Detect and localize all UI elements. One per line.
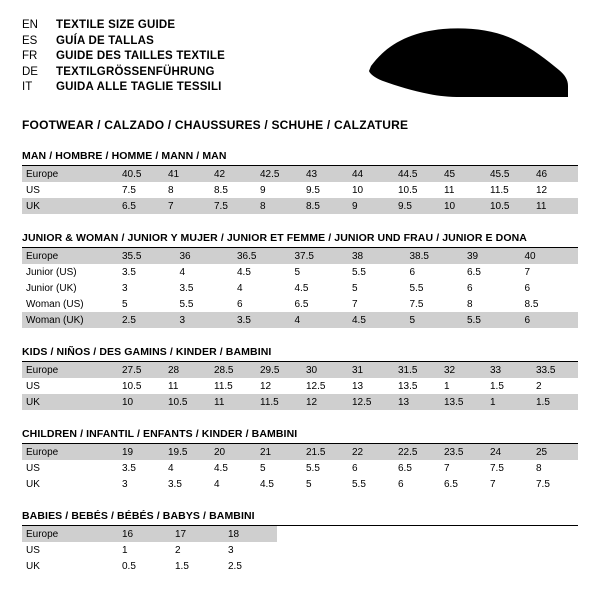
size-sections <box>22 150 578 574</box>
size-cell: 3.5 <box>179 282 194 294</box>
size-cell: 1 <box>486 394 532 410</box>
size-cell: 3.5 <box>122 266 136 278</box>
size-cell: 11 <box>532 198 578 214</box>
size-cell: 25 <box>532 444 578 460</box>
table-row <box>22 264 578 280</box>
row-label: US <box>26 544 40 556</box>
language-rows <box>22 18 225 96</box>
size-cell: 11.5 <box>256 394 302 410</box>
size-cell: 10.5 <box>122 380 142 392</box>
size-cell: 4 <box>179 266 186 278</box>
size-cell: 36 <box>176 248 234 264</box>
size-cell: 10.5 <box>486 198 532 214</box>
size-cell: 12 <box>536 184 548 196</box>
row-label: UK <box>26 478 40 490</box>
language-row <box>22 65 225 81</box>
size-cell: 13.5 <box>440 394 486 410</box>
size-cell: 5.5 <box>179 298 194 310</box>
size-cell: 6.5 <box>398 462 412 474</box>
size-cell: 12.5 <box>306 380 326 392</box>
size-cell: 21.5 <box>302 444 348 460</box>
size-cell: 3 <box>228 544 234 556</box>
size-cell: 6.5 <box>294 298 309 310</box>
size-cell: 27.5 <box>118 362 164 378</box>
size-cell: 28.5 <box>210 362 256 378</box>
size-cell: 7 <box>444 462 450 474</box>
size-cell: 5.5 <box>409 282 424 294</box>
size-cell: 11 <box>168 380 179 392</box>
size-cell: 20 <box>210 444 256 460</box>
language-title: GUÍA DE TALLAS <box>56 34 154 47</box>
size-cell: 8 <box>168 184 174 196</box>
size-cell: 22.5 <box>394 444 440 460</box>
size-cell: 2 <box>175 544 181 556</box>
size-cell: 13.5 <box>398 380 418 392</box>
size-table <box>22 166 578 214</box>
size-cell: 10.5 <box>398 184 418 196</box>
size-cell: 6 <box>467 282 473 294</box>
table-row <box>22 378 578 394</box>
table-row <box>22 542 277 558</box>
language-code: FR <box>22 50 38 62</box>
size-cell: 7.5 <box>536 478 550 490</box>
header <box>22 18 578 104</box>
size-cell: 45.5 <box>486 166 532 182</box>
language-code: EN <box>22 19 38 31</box>
size-cell: 29.5 <box>256 362 302 378</box>
language-code: IT <box>22 81 33 93</box>
size-cell: 21 <box>256 444 302 460</box>
language-row <box>22 34 225 50</box>
size-cell: 9.5 <box>394 198 440 214</box>
size-cell: 6 <box>521 312 579 328</box>
table-row <box>22 444 578 460</box>
size-cell: 7.5 <box>122 184 136 196</box>
size-cell: 40.5 <box>118 166 164 182</box>
size-cell: 1 <box>444 380 450 392</box>
size-cell: 7.5 <box>490 462 504 474</box>
table-row <box>22 526 277 542</box>
row-label: Europe <box>22 526 118 542</box>
size-section <box>22 346 578 410</box>
size-cell: 6 <box>352 462 358 474</box>
table-row <box>22 182 578 198</box>
row-label: Woman (UK) <box>22 312 118 328</box>
size-cell: 44.5 <box>394 166 440 182</box>
size-cell: 8.5 <box>302 198 348 214</box>
size-section <box>22 232 578 328</box>
size-cell: 22 <box>348 444 394 460</box>
size-cell: 11.5 <box>214 380 233 392</box>
size-cell: 1.5 <box>532 394 578 410</box>
size-cell: 18 <box>224 526 277 542</box>
size-cell: 7 <box>524 266 531 278</box>
size-cell: 16 <box>118 526 171 542</box>
size-cell: 5 <box>352 282 358 294</box>
size-cell: 39 <box>463 248 521 264</box>
size-cell: 3.5 <box>233 312 291 328</box>
section-title: BABIES / BEBÉS / BÉBÉS / BABYS / BAMBINI <box>22 510 578 526</box>
size-cell: 8 <box>256 198 302 214</box>
size-cell: 13 <box>352 380 364 392</box>
size-cell: 4.5 <box>348 312 406 328</box>
size-cell: 6.5 <box>467 266 481 278</box>
language-title: TEXTILE SIZE GUIDE <box>56 19 176 31</box>
row-label: Woman (US) <box>26 298 84 310</box>
language-code: ES <box>22 34 38 47</box>
size-cell: 46 <box>532 166 578 182</box>
row-label: US <box>26 462 40 474</box>
size-cell: 1.5 <box>175 560 189 572</box>
size-cell: 7 <box>352 298 358 310</box>
size-cell: 33 <box>486 362 532 378</box>
size-cell: 3.5 <box>122 462 136 474</box>
size-section <box>22 428 578 492</box>
size-cell: 4 <box>214 478 220 490</box>
size-cell: 5 <box>294 266 301 278</box>
size-table <box>22 362 578 410</box>
size-cell: 3.5 <box>168 478 182 490</box>
size-cell: 4.5 <box>294 282 309 294</box>
row-label: UK <box>22 198 118 214</box>
dress-shoe-icon <box>365 26 570 104</box>
size-cell: 17 <box>171 526 224 542</box>
table-row <box>22 166 578 182</box>
size-cell: 2 <box>536 380 542 392</box>
size-cell: 3 <box>176 312 234 328</box>
table-row <box>22 460 578 476</box>
section-title: CHILDREN / INFANTIL / ENFANTS / KINDER / BAMBINI <box>22 428 578 444</box>
size-cell: 8 <box>536 462 542 474</box>
size-cell: 6 <box>237 298 243 310</box>
table-row <box>22 394 578 410</box>
size-cell: 5.5 <box>463 312 521 328</box>
row-label: Europe <box>22 248 118 264</box>
size-cell: 6 <box>524 282 531 294</box>
language-row <box>22 49 225 65</box>
size-cell: 37.5 <box>291 248 349 264</box>
size-cell: 4 <box>168 462 174 474</box>
row-label: UK <box>22 394 118 410</box>
size-cell: 2.5 <box>228 560 242 572</box>
size-cell: 19 <box>118 444 164 460</box>
row-label: Junior (US) <box>26 266 77 278</box>
size-cell: 8 <box>467 298 473 310</box>
language-code: DE <box>22 65 38 78</box>
size-cell: 24 <box>486 444 532 460</box>
size-cell: 35.5 <box>118 248 176 264</box>
size-cell: 44 <box>348 166 394 182</box>
size-cell: 42 <box>210 166 256 182</box>
size-cell: 31 <box>348 362 394 378</box>
size-cell: 12 <box>302 394 348 410</box>
section-title: MAN / HOMBRE / HOMME / MANN / MAN <box>22 150 578 166</box>
size-table <box>22 444 578 492</box>
table-row <box>22 476 578 492</box>
table-row <box>22 312 578 328</box>
size-cell: 6.5 <box>118 198 164 214</box>
size-cell: 4.5 <box>214 462 228 474</box>
section-title: KIDS / NIÑOS / DES GAMINS / KINDER / BAMBINI <box>22 346 578 362</box>
table-row <box>22 296 578 312</box>
size-cell: 9.5 <box>306 184 320 196</box>
language-title: GUIDA ALLE TAGLIE TESSILI <box>56 81 222 93</box>
size-cell: 1.5 <box>490 380 504 392</box>
row-label: Junior (UK) <box>26 282 77 294</box>
size-cell: 5.5 <box>352 478 366 490</box>
footwear-category-line: FOOTWEAR / CALZADO / CHAUSSURES / SCHUHE / CALZATURE <box>22 118 409 132</box>
table-row <box>22 198 578 214</box>
size-cell: 5 <box>260 462 266 474</box>
size-cell: 6 <box>398 478 404 490</box>
row-label: Europe <box>22 166 118 182</box>
size-cell: 12.5 <box>348 394 394 410</box>
language-title: GUIDE DES TAILLES TEXTILE <box>56 50 225 62</box>
size-cell: 2.5 <box>118 312 176 328</box>
size-cell: 7.5 <box>210 198 256 214</box>
size-cell: 42.5 <box>256 166 302 182</box>
size-cell: 40 <box>521 248 579 264</box>
size-cell: 0.5 <box>122 560 136 572</box>
size-cell: 8.5 <box>524 298 539 310</box>
size-cell: 10.5 <box>164 394 210 410</box>
size-cell: 31.5 <box>394 362 440 378</box>
size-cell: 10 <box>118 394 164 410</box>
row-label: Europe <box>22 444 118 460</box>
size-cell: 28 <box>164 362 210 378</box>
size-cell: 33.5 <box>532 362 578 378</box>
size-cell: 11 <box>210 394 256 410</box>
size-cell: 9 <box>348 198 394 214</box>
size-cell: 8.5 <box>214 184 228 196</box>
size-cell: 6 <box>409 266 416 278</box>
row-label: Europe <box>22 362 118 378</box>
size-cell: 43 <box>302 166 348 182</box>
size-cell: 41 <box>164 166 210 182</box>
size-cell: 5.5 <box>352 266 366 278</box>
size-cell: 19.5 <box>164 444 210 460</box>
size-cell: 4 <box>291 312 349 328</box>
language-row <box>22 80 225 96</box>
size-cell: 38 <box>348 248 406 264</box>
size-cell: 12 <box>260 380 272 392</box>
section-title: JUNIOR & WOMAN / JUNIOR Y MUJER / JUNIOR ET FEMME / JUNIOR UND FRAU / JUNIOR E DONA <box>22 232 578 248</box>
size-cell: 4 <box>237 282 243 294</box>
table-row <box>22 558 277 574</box>
size-cell: 1 <box>122 544 128 556</box>
size-cell: 5 <box>122 298 128 310</box>
table-row <box>22 248 578 264</box>
size-cell: 32 <box>440 362 486 378</box>
size-cell: 7 <box>164 198 210 214</box>
size-table <box>22 248 578 328</box>
size-cell: 36.5 <box>233 248 291 264</box>
size-cell: 3 <box>122 478 128 490</box>
size-cell: 7.5 <box>409 298 424 310</box>
size-cell: 45 <box>440 166 486 182</box>
size-cell: 23.5 <box>440 444 486 460</box>
size-cell: 30 <box>302 362 348 378</box>
language-row <box>22 18 225 34</box>
row-label: UK <box>26 560 40 572</box>
size-cell: 11 <box>444 184 455 196</box>
size-cell: 7 <box>490 478 496 490</box>
row-label: US <box>26 184 40 196</box>
size-section <box>22 150 578 214</box>
size-cell: 38.5 <box>406 248 464 264</box>
size-cell: 10 <box>352 184 364 196</box>
size-cell: 5 <box>306 478 312 490</box>
size-cell: 4.5 <box>260 478 274 490</box>
row-label: US <box>26 380 40 392</box>
language-title-table <box>22 18 225 96</box>
size-cell: 11.5 <box>490 184 509 196</box>
table-row <box>22 362 578 378</box>
size-cell: 5 <box>406 312 464 328</box>
language-title: TEXTILGRÖSSENFÜHRUNG <box>56 65 215 78</box>
size-table <box>22 526 277 574</box>
size-section <box>22 510 578 574</box>
size-cell: 4.5 <box>237 266 251 278</box>
size-cell: 13 <box>394 394 440 410</box>
size-cell: 3 <box>122 282 128 294</box>
size-cell: 6.5 <box>444 478 458 490</box>
size-cell: 9 <box>260 184 266 196</box>
size-cell: 10 <box>440 198 486 214</box>
size-cell: 5.5 <box>306 462 320 474</box>
table-row <box>22 280 578 296</box>
